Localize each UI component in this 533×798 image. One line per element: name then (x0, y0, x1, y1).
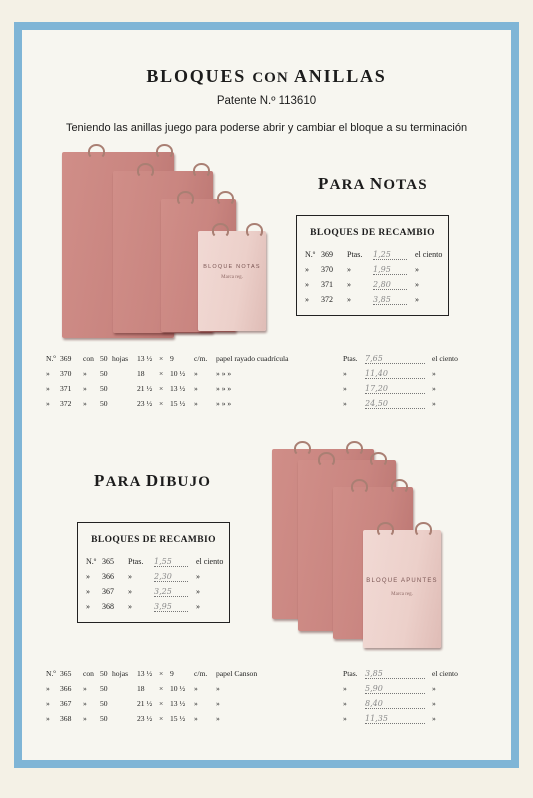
cell-sheets: 50 (100, 399, 108, 408)
price-handwritten: 8,40 (365, 699, 425, 709)
page-title (22, 66, 511, 87)
row-ptas: » (347, 280, 351, 289)
cell-number: 366 (60, 684, 72, 693)
cell-h: 9 (170, 669, 174, 678)
title-initial: D (145, 471, 160, 490)
description-text: Teniendo las anillas juego para poderse abrir y cambiar el bloque a su terminación (65, 122, 468, 134)
cell-suffix: » (432, 399, 436, 408)
cell-number: 370 (60, 369, 72, 378)
cell-paper: papel rayado cuadrícula (216, 354, 289, 363)
cell-h: 10 ½ (170, 684, 186, 693)
cell-number: 372 (60, 399, 72, 408)
notebook-s (198, 231, 266, 331)
cell-ptas: » (343, 384, 347, 393)
row-suffix: » (196, 572, 200, 581)
cell-suffix: » (432, 384, 436, 393)
ring-icon (346, 441, 363, 456)
row-ptas: » (347, 265, 351, 274)
notebook-s (363, 530, 441, 648)
price-handwritten: 3,85 (373, 295, 407, 305)
cell-unit: » (194, 399, 198, 408)
cell-w: 13 ½ (137, 354, 153, 363)
cell-paper: » (216, 699, 220, 708)
title-word-2: ANILLAS (293, 66, 387, 86)
cell-paper: papel Canson (216, 669, 258, 678)
title-rest: ARA (329, 177, 370, 193)
cell-number: 368 (60, 714, 72, 723)
ring-icon (377, 522, 394, 537)
cover-label: BLOQUE NOTAS (203, 264, 261, 270)
title-rest: OTAS (383, 177, 428, 193)
price-handwritten: 11,40 (365, 369, 425, 379)
cell-suffix: » (432, 369, 436, 378)
row-suffix: » (196, 587, 200, 596)
cell-suffix: » (432, 699, 436, 708)
cell-prefix: » (46, 369, 50, 378)
table-row (0, 399, 533, 411)
cell-x: × (159, 714, 164, 723)
row-number: 370 (321, 265, 333, 274)
cell-h: 13 ½ (170, 384, 186, 393)
cell-w: 23 ½ (137, 714, 153, 723)
price-handwritten: 1,95 (373, 265, 407, 275)
cell-con: con (83, 354, 94, 363)
cell-hojas: hojas (112, 354, 129, 363)
cell-con: con (83, 669, 94, 678)
cell-paper: » » » (216, 384, 232, 393)
table-row (0, 684, 533, 696)
ring-icon (217, 191, 234, 206)
row-number: 365 (102, 557, 114, 566)
replacement-box-dibujo (77, 522, 230, 623)
cell-unit: c/m. (194, 669, 208, 678)
price-handwritten: 1,55 (154, 557, 188, 567)
patent-number: Patente N.º 113610 (216, 95, 317, 107)
cell-suffix: el ciento (432, 669, 458, 678)
table-row (0, 369, 533, 381)
ring-icon (246, 223, 263, 238)
cell-x: × (159, 369, 164, 378)
row-prefix: N.º (86, 557, 97, 566)
cell-x: × (159, 699, 164, 708)
cell-paper: » » » (216, 369, 232, 378)
cell-suffix: el ciento (432, 354, 458, 363)
row-suffix: el ciento (196, 557, 224, 566)
row-prefix: N.º (305, 250, 316, 259)
cell-prefix: » (46, 684, 50, 693)
row-prefix: » (86, 602, 90, 611)
title-initial: P (94, 471, 106, 490)
row-ptas: » (128, 572, 132, 581)
replacement-box-heading: BLOQUES DE RECAMBIO (310, 228, 435, 238)
ring-icon (156, 144, 173, 159)
cell-con: » (83, 384, 87, 393)
cell-prefix: N.º (46, 669, 56, 678)
cover-label: BLOQUE APUNTES (366, 578, 438, 584)
cell-ptas: » (343, 699, 347, 708)
ring-icon (351, 479, 368, 494)
cell-h: 9 (170, 354, 174, 363)
cell-unit: » (194, 384, 198, 393)
cell-paper: » » » (216, 399, 232, 408)
cell-x: × (159, 354, 164, 363)
ring-icon (415, 522, 432, 537)
row-prefix: » (86, 572, 90, 581)
cell-w: 23 ½ (137, 399, 153, 408)
cover-sub: Marca reg. (221, 275, 243, 280)
cell-w: 13 ½ (137, 669, 153, 678)
cell-ptas: Ptas. (343, 354, 358, 363)
cell-paper: » (216, 684, 220, 693)
table-row (0, 669, 533, 681)
ring-icon (370, 452, 387, 467)
cell-sheets: 50 (100, 684, 108, 693)
row-suffix: » (415, 295, 419, 304)
price-handwritten: 2,30 (154, 572, 188, 582)
cell-x: × (159, 384, 164, 393)
table-row (0, 714, 533, 726)
cell-ptas: » (343, 369, 347, 378)
cell-prefix: N.º (46, 354, 56, 363)
ring-icon (212, 223, 229, 238)
row-suffix: » (196, 602, 200, 611)
price-handwritten: 11,35 (365, 714, 425, 724)
cell-sheets: 50 (100, 699, 108, 708)
cell-hojas: hojas (112, 669, 129, 678)
cell-x: × (159, 669, 164, 678)
cell-number: 369 (60, 354, 72, 363)
row-number: 371 (321, 280, 333, 289)
cell-suffix: » (432, 714, 436, 723)
section-title-dibujo (94, 471, 211, 491)
replacement-box-notas (296, 215, 449, 316)
cell-ptas: » (343, 714, 347, 723)
cell-unit: » (194, 714, 198, 723)
row-ptas: » (128, 602, 132, 611)
title-rest: IBUJO (159, 474, 212, 490)
cell-w: 18 (137, 369, 145, 378)
cell-h: 13 ½ (170, 699, 186, 708)
row-number: 366 (102, 572, 114, 581)
cell-prefix: » (46, 714, 50, 723)
cell-con: » (83, 684, 87, 693)
cell-sheets: 50 (100, 669, 108, 678)
cell-prefix: » (46, 699, 50, 708)
cell-w: 18 (137, 684, 145, 693)
row-prefix: » (305, 265, 309, 274)
cell-con: » (83, 369, 87, 378)
cell-h: 10 ½ (170, 369, 186, 378)
cell-con: » (83, 399, 87, 408)
table-row (0, 699, 533, 711)
price-handwritten: 5,90 (365, 684, 425, 694)
row-ptas: » (347, 295, 351, 304)
price-handwritten: 17,20 (365, 384, 425, 394)
ring-icon (177, 191, 194, 206)
ring-icon (391, 479, 408, 494)
cell-x: × (159, 684, 164, 693)
cell-unit: » (194, 684, 198, 693)
cell-h: 15 ½ (170, 399, 186, 408)
price-handwritten: 7,65 (365, 354, 425, 364)
row-suffix: » (415, 265, 419, 274)
row-number: 367 (102, 587, 114, 596)
cell-ptas: Ptas. (343, 669, 358, 678)
ring-icon (137, 163, 154, 178)
price-handwritten: 3,85 (365, 669, 425, 679)
row-prefix: » (305, 280, 309, 289)
cell-w: 21 ½ (137, 699, 153, 708)
cell-x: × (159, 399, 164, 408)
row-suffix: el ciento (415, 250, 443, 259)
title-initial: N (369, 174, 384, 193)
title-rest: ARA (105, 474, 146, 490)
ring-icon (294, 441, 311, 456)
row-ptas: Ptas. (347, 250, 363, 259)
cell-ptas: » (343, 399, 347, 408)
cell-number: 365 (60, 669, 72, 678)
ring-icon (318, 452, 335, 467)
row-suffix: » (415, 280, 419, 289)
section-title-notas (318, 174, 428, 194)
price-handwritten: 3,95 (154, 602, 188, 612)
cell-number: 367 (60, 699, 72, 708)
row-number: 369 (321, 250, 333, 259)
table-row (0, 354, 533, 366)
cell-con: » (83, 699, 87, 708)
cell-unit: » (194, 369, 198, 378)
cell-ptas: » (343, 684, 347, 693)
replacement-box-heading: BLOQUES DE RECAMBIO (91, 535, 216, 545)
cell-number: 371 (60, 384, 72, 393)
cell-h: 15 ½ (170, 714, 186, 723)
cell-unit: c/m. (194, 354, 208, 363)
cell-w: 21 ½ (137, 384, 153, 393)
row-number: 372 (321, 295, 333, 304)
title-initial: P (318, 174, 330, 193)
cell-paper: » (216, 714, 220, 723)
cell-con: » (83, 714, 87, 723)
cell-prefix: » (46, 399, 50, 408)
ring-icon (88, 144, 105, 159)
cover-sub: Marca reg. (391, 592, 413, 597)
cell-sheets: 50 (100, 354, 108, 363)
cell-suffix: » (432, 684, 436, 693)
price-handwritten: 24,50 (365, 399, 425, 409)
cell-unit: » (194, 699, 198, 708)
row-ptas: » (128, 587, 132, 596)
row-prefix: » (305, 295, 309, 304)
price-handwritten: 2,80 (373, 280, 407, 290)
ring-icon (193, 163, 210, 178)
price-handwritten: 3,25 (154, 587, 188, 597)
cell-sheets: 50 (100, 369, 108, 378)
row-prefix: » (86, 587, 90, 596)
cell-sheets: 50 (100, 384, 108, 393)
table-row (0, 384, 533, 396)
row-number: 368 (102, 602, 114, 611)
cell-prefix: » (46, 384, 50, 393)
price-handwritten: 1,25 (373, 250, 407, 260)
title-word-1: BLOQUES (146, 66, 247, 86)
title-connector: CON (252, 70, 289, 86)
row-ptas: Ptas. (128, 557, 144, 566)
cell-sheets: 50 (100, 714, 108, 723)
